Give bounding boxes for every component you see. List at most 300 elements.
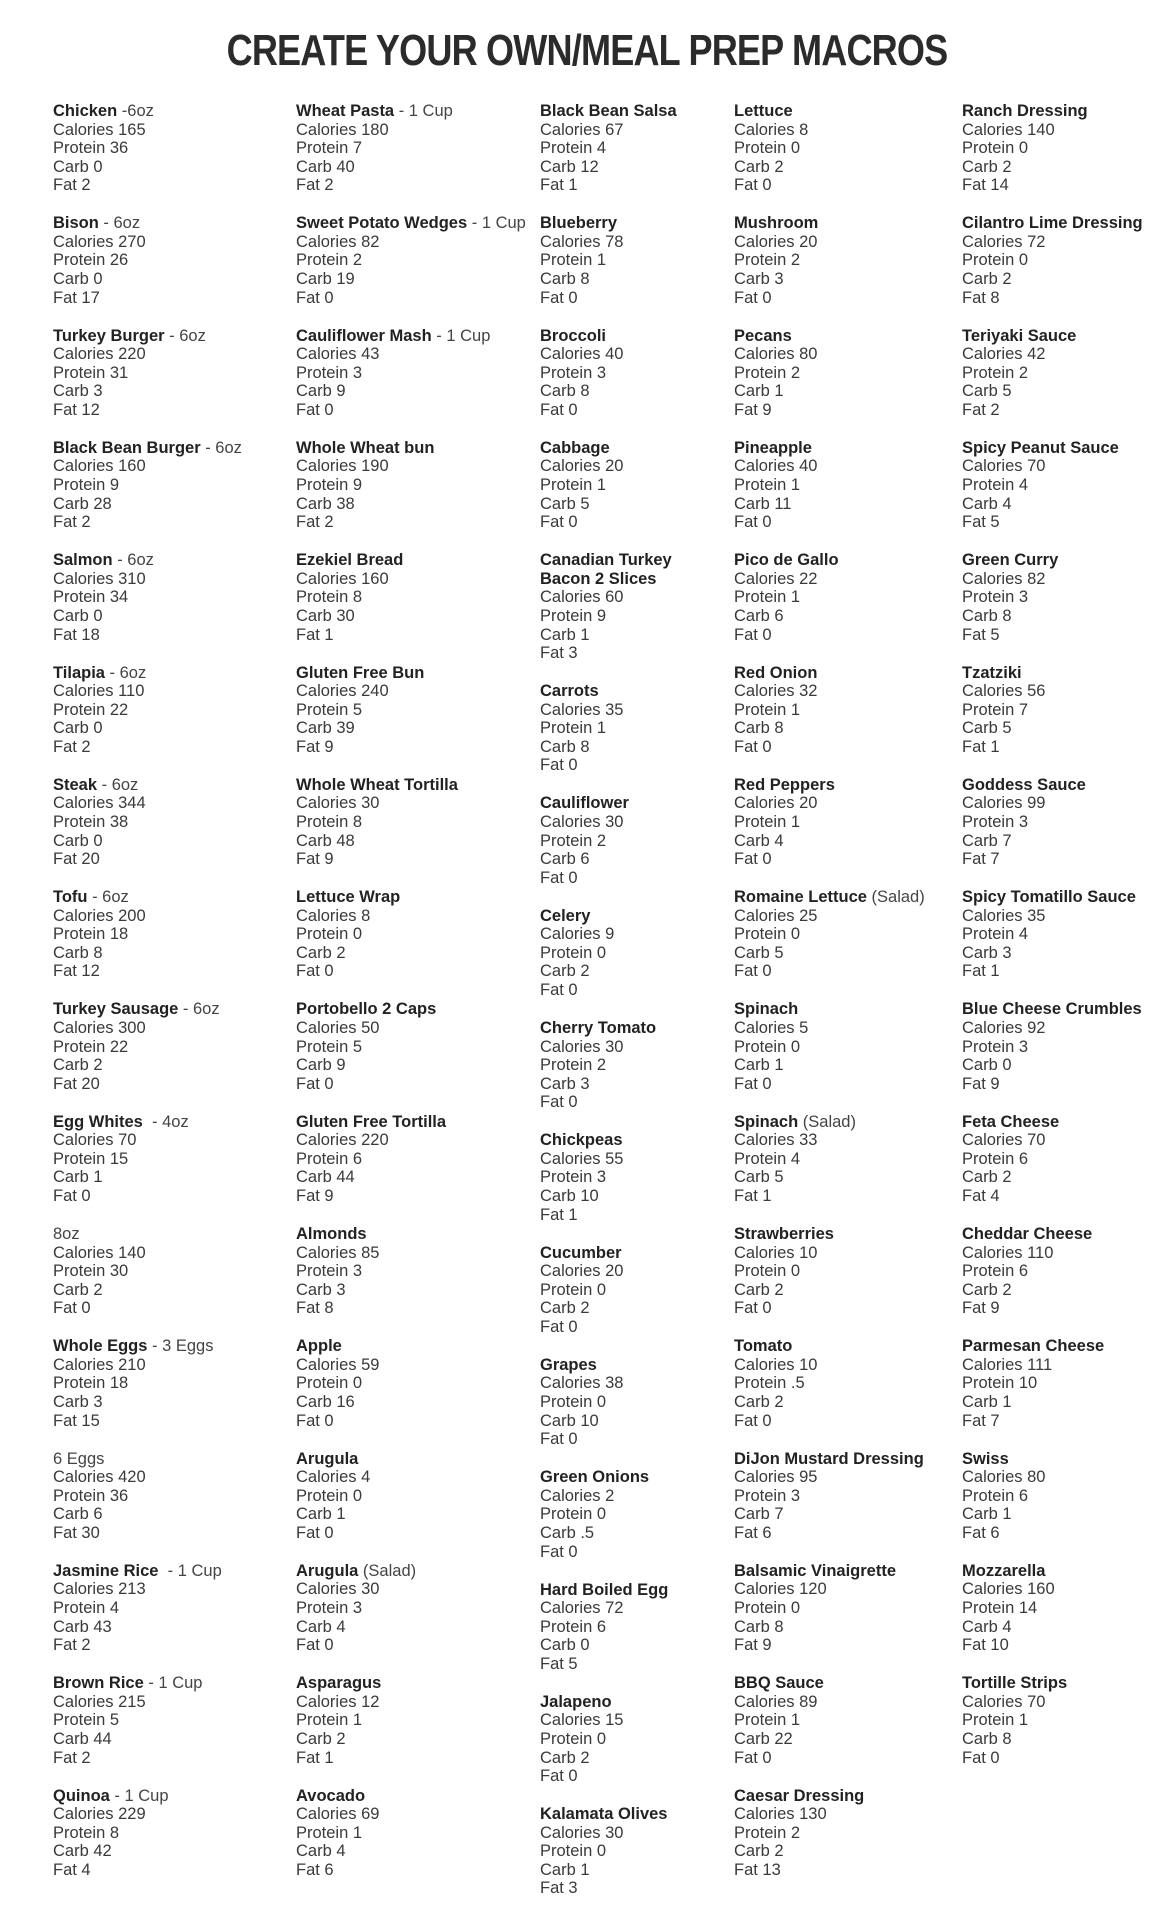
calories-value: Calories 15 xyxy=(540,1711,624,1730)
food-name: Pico de Gallo xyxy=(734,551,839,570)
calories-value: Calories 92 xyxy=(962,1018,1046,1037)
protein-value: Protein 1 xyxy=(540,251,607,270)
carb-value: Carb 1 xyxy=(540,625,590,644)
carb-value: Carb 40 xyxy=(296,157,355,176)
fat-value: Fat 0 xyxy=(734,737,772,756)
carb-value: Carb 2 xyxy=(962,1168,1012,1187)
carb-value: Carb 0 xyxy=(53,831,103,850)
calories-value: Calories 30 xyxy=(296,794,380,813)
fat-value: Fat 2 xyxy=(296,176,334,195)
food-name: Ranch Dressing xyxy=(962,102,1088,120)
food-item-heading xyxy=(53,1000,220,1019)
calories-value: Calories 4 xyxy=(296,1468,371,1487)
calories-value: Calories 70 xyxy=(53,1131,137,1150)
food-item xyxy=(734,1113,856,1206)
protein-value: Protein 0 xyxy=(296,1486,363,1505)
protein-value: Protein 6 xyxy=(962,1149,1029,1168)
calories-value: Calories 20 xyxy=(540,457,624,476)
food-item xyxy=(734,888,925,981)
food-name: Parmesan Cheese xyxy=(962,1337,1105,1356)
carb-value: Carb 12 xyxy=(540,157,599,176)
calories-value: Calories 25 xyxy=(734,906,818,925)
food-name: Apple xyxy=(296,1337,342,1356)
carb-value: Carb 2 xyxy=(53,1280,103,1299)
food-item-heading xyxy=(734,1787,864,1806)
calories-value: Calories 110 xyxy=(962,1243,1054,1262)
fat-value: Fat 1 xyxy=(540,176,578,195)
calories-value: Calories 130 xyxy=(734,1805,827,1824)
food-name: Almonds xyxy=(296,1225,367,1243)
food-item-heading xyxy=(296,1562,416,1581)
protein-value: Protein 0 xyxy=(962,251,1029,270)
food-item xyxy=(962,1113,1059,1206)
food-item xyxy=(53,1337,213,1430)
food-name: Whole Eggs xyxy=(53,1337,148,1356)
food-name: Gluten Free Tortilla xyxy=(296,1112,447,1131)
protein-value: Protein 3 xyxy=(962,1037,1029,1056)
carb-value: Carb 1 xyxy=(296,1505,346,1524)
food-name: Tomato xyxy=(734,1337,793,1356)
fat-value: Fat 0 xyxy=(296,1074,334,1093)
food-name: Arugula xyxy=(296,1449,359,1468)
food-item-heading xyxy=(734,327,817,346)
food-item xyxy=(540,907,614,1000)
protein-value: Protein 0 xyxy=(296,1374,363,1393)
food-name: Quinoa xyxy=(53,1786,110,1805)
calories-value: Calories 56 xyxy=(962,682,1046,701)
protein-value: Protein 22 xyxy=(53,1037,129,1056)
food-item-heading xyxy=(296,1450,370,1469)
food-name: Pineapple xyxy=(734,438,812,457)
food-item-heading xyxy=(540,794,629,813)
food-item xyxy=(734,439,817,532)
carb-value: Carb 2 xyxy=(734,157,784,176)
fat-value: Fat 0 xyxy=(734,962,772,981)
food-item xyxy=(296,102,453,195)
food-name: Tilapia xyxy=(53,663,105,682)
carb-value: Carb 6 xyxy=(734,606,784,625)
food-name: Gluten Free Bun xyxy=(296,663,425,682)
calories-value: Calories 82 xyxy=(962,569,1046,588)
protein-value: Protein 1 xyxy=(296,1823,363,1842)
fat-value: Fat 1 xyxy=(962,737,1000,756)
calories-value: Calories 60 xyxy=(540,588,624,607)
protein-value: Protein 18 xyxy=(53,925,129,944)
carb-value: Carb 7 xyxy=(734,1505,784,1524)
food-item-heading xyxy=(962,1450,1045,1469)
protein-value: Protein 36 xyxy=(53,1486,129,1505)
calories-value: Calories 72 xyxy=(962,232,1046,251)
calories-value: Calories 30 xyxy=(540,812,624,831)
food-item-heading xyxy=(53,776,146,795)
food-item-heading xyxy=(53,102,154,121)
food-portion: 8oz xyxy=(53,1225,80,1243)
calories-value: Calories 210 xyxy=(53,1355,146,1374)
carb-value: Carb 10 xyxy=(540,1187,599,1206)
food-item xyxy=(734,327,817,420)
food-item xyxy=(540,1468,649,1561)
carb-value: Carb 11 xyxy=(734,494,792,513)
food-item-heading xyxy=(296,1337,379,1356)
calories-value: Calories 2 xyxy=(540,1486,615,1505)
protein-value: Protein 22 xyxy=(53,700,129,719)
carb-value: Carb 38 xyxy=(296,494,355,513)
food-item-heading xyxy=(53,1562,222,1581)
carb-value: Carb 0 xyxy=(540,1636,590,1655)
food-name: Strawberries xyxy=(734,1225,834,1243)
food-name: Kalamata Olives xyxy=(540,1805,668,1824)
food-name: Teriyaki Sauce xyxy=(962,326,1077,345)
carb-value: Carb 9 xyxy=(296,1056,346,1075)
calories-value: Calories 120 xyxy=(734,1580,827,1599)
carb-value: Carb 10 xyxy=(540,1411,599,1430)
food-name: Red Peppers xyxy=(734,775,835,794)
fat-value: Fat 0 xyxy=(296,1636,334,1655)
food-portion: - 6oz xyxy=(104,663,147,682)
fat-value: Fat 15 xyxy=(53,1411,100,1430)
food-item xyxy=(53,102,154,195)
fat-value: Fat 5 xyxy=(962,513,1000,532)
food-name: Whole Wheat Tortilla xyxy=(296,775,458,794)
food-item xyxy=(296,1113,446,1206)
protein-value: Protein 0 xyxy=(540,943,607,962)
food-item-heading xyxy=(296,1113,446,1132)
fat-value: Fat 1 xyxy=(734,1187,772,1206)
carb-value: Carb 8 xyxy=(540,382,590,401)
protein-value: Protein 6 xyxy=(296,1149,363,1168)
protein-value: Protein 1 xyxy=(734,588,801,607)
food-item-heading xyxy=(734,1674,824,1693)
food-name: Broccoli xyxy=(540,326,607,345)
calories-value: Calories 70 xyxy=(962,1131,1046,1150)
food-name: Mozzarella xyxy=(962,1561,1046,1580)
protein-value: Protein 2 xyxy=(296,251,363,270)
food-name: Turkey Sausage xyxy=(53,1000,179,1019)
fat-value: Fat 0 xyxy=(962,1748,1000,1767)
protein-value: Protein 38 xyxy=(53,812,129,831)
protein-value: Protein 14 xyxy=(962,1599,1038,1618)
food-item xyxy=(540,1805,668,1898)
food-item xyxy=(296,1450,370,1543)
food-item xyxy=(540,1244,623,1337)
calories-value: Calories 160 xyxy=(296,569,389,588)
protein-value: Protein 6 xyxy=(540,1617,607,1636)
food-item xyxy=(962,214,1143,307)
protein-value: Protein 30 xyxy=(53,1262,129,1281)
calories-value: Calories 32 xyxy=(734,682,818,701)
food-name: Grapes xyxy=(540,1355,597,1374)
calories-value: Calories 43 xyxy=(296,345,380,364)
food-item xyxy=(53,888,146,981)
food-item xyxy=(540,214,623,307)
fat-value: Fat 0 xyxy=(540,1767,578,1786)
food-name: Black Bean Salsa xyxy=(540,102,677,120)
calories-value: Calories 20 xyxy=(734,232,818,251)
protein-value: Protein 0 xyxy=(296,925,363,944)
fat-value: Fat 12 xyxy=(53,962,100,981)
fat-value: Fat 0 xyxy=(540,1317,578,1336)
food-name: Cherry Tomato xyxy=(540,1019,657,1037)
food-portion: (Salad) xyxy=(866,888,925,907)
fat-value: Fat 1 xyxy=(540,1205,578,1224)
food-item-heading xyxy=(296,1787,379,1806)
calories-value: Calories 200 xyxy=(53,906,146,925)
food-item xyxy=(734,1562,896,1655)
fat-value: Fat 2 xyxy=(296,513,334,532)
food-name: Cabbage xyxy=(540,438,610,457)
protein-value: Protein 0 xyxy=(962,139,1029,158)
fat-value: Fat 1 xyxy=(296,625,334,644)
calories-value: Calories 35 xyxy=(540,700,624,719)
carb-value: Carb 42 xyxy=(53,1842,112,1861)
food-item-heading xyxy=(540,1019,656,1038)
calories-value: Calories 42 xyxy=(962,345,1046,364)
carb-value: Carb 2 xyxy=(540,962,590,981)
food-item xyxy=(734,551,839,644)
fat-value: Fat 0 xyxy=(734,850,772,869)
food-item-heading xyxy=(734,1337,817,1356)
calories-value: Calories 140 xyxy=(962,120,1055,139)
food-item xyxy=(962,1562,1055,1655)
carb-value: Carb 0 xyxy=(962,1056,1012,1075)
carb-value: Carb 2 xyxy=(962,157,1012,176)
fat-value: Fat 9 xyxy=(296,737,334,756)
protein-value: Protein 1 xyxy=(296,1711,363,1730)
calories-value: Calories 110 xyxy=(53,682,145,701)
food-item xyxy=(53,1113,189,1206)
protein-value: Protein 8 xyxy=(53,1823,120,1842)
fat-value: Fat 2 xyxy=(53,1748,91,1767)
fat-value: Fat 3 xyxy=(540,1879,578,1898)
food-item xyxy=(962,551,1058,644)
fat-value: Fat 0 xyxy=(540,288,578,307)
food-name: Arugula xyxy=(296,1561,359,1580)
calories-value: Calories 215 xyxy=(53,1692,146,1711)
fat-value: Fat 9 xyxy=(962,1074,1000,1093)
food-item-heading xyxy=(962,1225,1092,1244)
food-portion: - 1 Cup xyxy=(109,1786,169,1805)
food-name: Jasmine Rice xyxy=(53,1561,159,1580)
fat-value: Fat 0 xyxy=(296,1523,334,1542)
food-portion: - 3 Eggs xyxy=(147,1337,214,1356)
food-name: Egg Whites xyxy=(53,1112,143,1131)
food-item-heading xyxy=(734,1450,924,1469)
food-name: Swiss xyxy=(962,1449,1009,1468)
protein-value: Protein 0 xyxy=(540,1280,607,1299)
carb-value: Carb 22 xyxy=(734,1729,793,1748)
carb-value: Carb 8 xyxy=(53,943,103,962)
food-portion: (Salad) xyxy=(358,1561,417,1580)
calories-value: Calories 9 xyxy=(540,925,615,944)
calories-value: Calories 8 xyxy=(296,906,371,925)
food-name: Hard Boiled Egg xyxy=(540,1580,669,1599)
fat-value: Fat 8 xyxy=(296,1299,334,1318)
carb-value: Carb 48 xyxy=(296,831,355,850)
calories-value: Calories 240 xyxy=(296,682,389,701)
carb-value: Carb 8 xyxy=(540,270,590,289)
carb-value: Carb 0 xyxy=(53,270,103,289)
food-item xyxy=(296,551,403,644)
carb-value: Carb 4 xyxy=(962,1617,1012,1636)
food-name: Brown Rice xyxy=(53,1674,144,1693)
food-name: Balsamic Vinaigrette xyxy=(734,1561,897,1580)
carb-value: Carb 3 xyxy=(962,943,1012,962)
food-item-heading xyxy=(962,327,1076,346)
calories-value: Calories 30 xyxy=(540,1823,624,1842)
fat-value: Fat 9 xyxy=(734,1636,772,1655)
food-item-heading xyxy=(540,1131,623,1150)
fat-value: Fat 20 xyxy=(53,1074,100,1093)
protein-value: Protein 2 xyxy=(540,831,607,850)
food-item xyxy=(296,1562,416,1655)
fat-value: Fat 0 xyxy=(734,176,772,195)
food-item-heading xyxy=(734,1113,856,1132)
fat-value: Fat 0 xyxy=(540,400,578,419)
food-item xyxy=(296,1674,381,1767)
food-item xyxy=(296,439,434,532)
food-item xyxy=(540,682,623,775)
food-item xyxy=(53,776,146,869)
protein-value: Protein 1 xyxy=(540,719,607,738)
protein-value: Protein 0 xyxy=(540,1729,607,1748)
protein-value: Protein 4 xyxy=(540,139,607,158)
calories-value: Calories 72 xyxy=(540,1599,624,1618)
food-name: Wheat Pasta xyxy=(296,102,395,120)
protein-value: Protein 5 xyxy=(296,1037,363,1056)
food-item xyxy=(962,102,1088,195)
food-name: Cilantro Lime Dressing xyxy=(962,214,1143,233)
food-portion: - 6oz xyxy=(87,888,129,907)
food-item-heading xyxy=(734,1562,896,1581)
fat-value: Fat 0 xyxy=(734,288,772,307)
food-item xyxy=(962,664,1045,757)
food-item xyxy=(296,664,424,757)
food-name: Green Curry xyxy=(962,551,1059,570)
protein-value: Protein 1 xyxy=(962,1711,1029,1730)
calories-value: Calories 160 xyxy=(962,1580,1055,1599)
fat-value: Fat 17 xyxy=(53,288,100,307)
food-item xyxy=(53,1000,220,1093)
food-item-heading xyxy=(734,439,817,458)
food-item xyxy=(734,776,835,869)
food-name: Lettuce Wrap xyxy=(296,888,401,907)
protein-value: Protein 6 xyxy=(962,1262,1029,1281)
food-item-heading xyxy=(962,1337,1104,1356)
food-item-heading xyxy=(296,439,434,458)
food-name: Jalapeno xyxy=(540,1692,612,1711)
carb-value: Carb 3 xyxy=(296,1280,346,1299)
food-item-heading xyxy=(962,214,1143,233)
calories-value: Calories 80 xyxy=(734,345,818,364)
calories-value: Calories 160 xyxy=(53,457,146,476)
food-item xyxy=(540,551,672,663)
fat-value: Fat 30 xyxy=(53,1523,100,1542)
food-item xyxy=(540,327,623,420)
fat-value: Fat 4 xyxy=(53,1860,91,1879)
calories-value: Calories 40 xyxy=(540,345,624,364)
fat-value: Fat 0 xyxy=(296,1411,334,1430)
protein-value: Protein 6 xyxy=(962,1486,1029,1505)
carb-value: Carb 2 xyxy=(734,1280,784,1299)
food-item-heading xyxy=(540,1468,649,1487)
carb-value: Carb 3 xyxy=(540,1074,590,1093)
food-item-heading xyxy=(962,776,1086,795)
fat-value: Fat 20 xyxy=(53,850,100,869)
protein-value: Protein 15 xyxy=(53,1149,129,1168)
food-item xyxy=(734,1674,824,1767)
protein-value: Protein 7 xyxy=(962,700,1029,719)
food-item-heading xyxy=(962,1113,1059,1132)
protein-value: Protein 3 xyxy=(962,588,1029,607)
food-item-heading xyxy=(962,1562,1055,1581)
food-item xyxy=(540,1356,623,1449)
food-name: Red Onion xyxy=(734,663,818,682)
food-item xyxy=(962,1674,1067,1767)
fat-value: Fat 6 xyxy=(734,1523,772,1542)
food-item xyxy=(53,439,242,532)
fat-value: Fat 1 xyxy=(962,962,1000,981)
fat-value: Fat 9 xyxy=(296,850,334,869)
fat-value: Fat 0 xyxy=(53,1187,91,1206)
food-name: Canadian Turkey xyxy=(540,551,672,570)
carb-value: Carb 3 xyxy=(53,1393,103,1412)
food-item xyxy=(734,1787,864,1880)
protein-value: Protein 2 xyxy=(734,251,801,270)
food-name: Tzatziki xyxy=(962,663,1022,682)
protein-value: Protein 3 xyxy=(296,1599,363,1618)
fat-value: Fat 0 xyxy=(734,1411,772,1430)
food-item xyxy=(53,1562,222,1655)
food-portion: - 6oz xyxy=(97,775,139,794)
carb-value: Carb 43 xyxy=(53,1617,112,1636)
fat-value: Fat 9 xyxy=(296,1187,334,1206)
food-name: Romaine Lettuce xyxy=(734,888,867,907)
food-item-heading xyxy=(962,664,1045,683)
fat-value: Fat 0 xyxy=(540,513,578,532)
food-portion: - 4oz xyxy=(142,1112,189,1131)
carb-value: Carb 28 xyxy=(53,494,112,513)
food-item xyxy=(540,1581,668,1674)
food-item xyxy=(296,1787,379,1880)
food-name: Spinach xyxy=(734,1000,799,1019)
carb-value: Carb 2 xyxy=(734,1393,784,1412)
food-item-heading xyxy=(734,1000,808,1019)
calories-value: Calories 35 xyxy=(962,906,1046,925)
carb-value: Carb 4 xyxy=(296,1842,346,1861)
food-item xyxy=(734,214,818,307)
protein-value: Protein 2 xyxy=(540,1056,607,1075)
protein-value: Protein 3 xyxy=(540,363,607,382)
fat-value: Fat 2 xyxy=(53,737,91,756)
protein-value: Protein 9 xyxy=(296,476,363,495)
protein-value: Protein 2 xyxy=(962,363,1029,382)
food-name: BBQ Sauce xyxy=(734,1674,824,1693)
food-item-heading xyxy=(540,439,623,458)
food-portion: - 6oz xyxy=(178,1000,220,1019)
protein-value: Protein 8 xyxy=(296,588,363,607)
food-item-heading xyxy=(53,327,206,346)
food-item-heading xyxy=(53,1337,213,1356)
food-item-heading xyxy=(962,1674,1067,1693)
food-name: Blue Cheese Crumbles xyxy=(962,1000,1142,1019)
calories-value: Calories 99 xyxy=(962,794,1046,813)
food-item xyxy=(53,1225,146,1318)
food-item xyxy=(540,794,629,887)
food-item-heading xyxy=(734,776,835,795)
food-item-heading xyxy=(296,102,453,121)
calories-value: Calories 55 xyxy=(540,1149,624,1168)
carb-value: Carb 1 xyxy=(962,1393,1012,1412)
